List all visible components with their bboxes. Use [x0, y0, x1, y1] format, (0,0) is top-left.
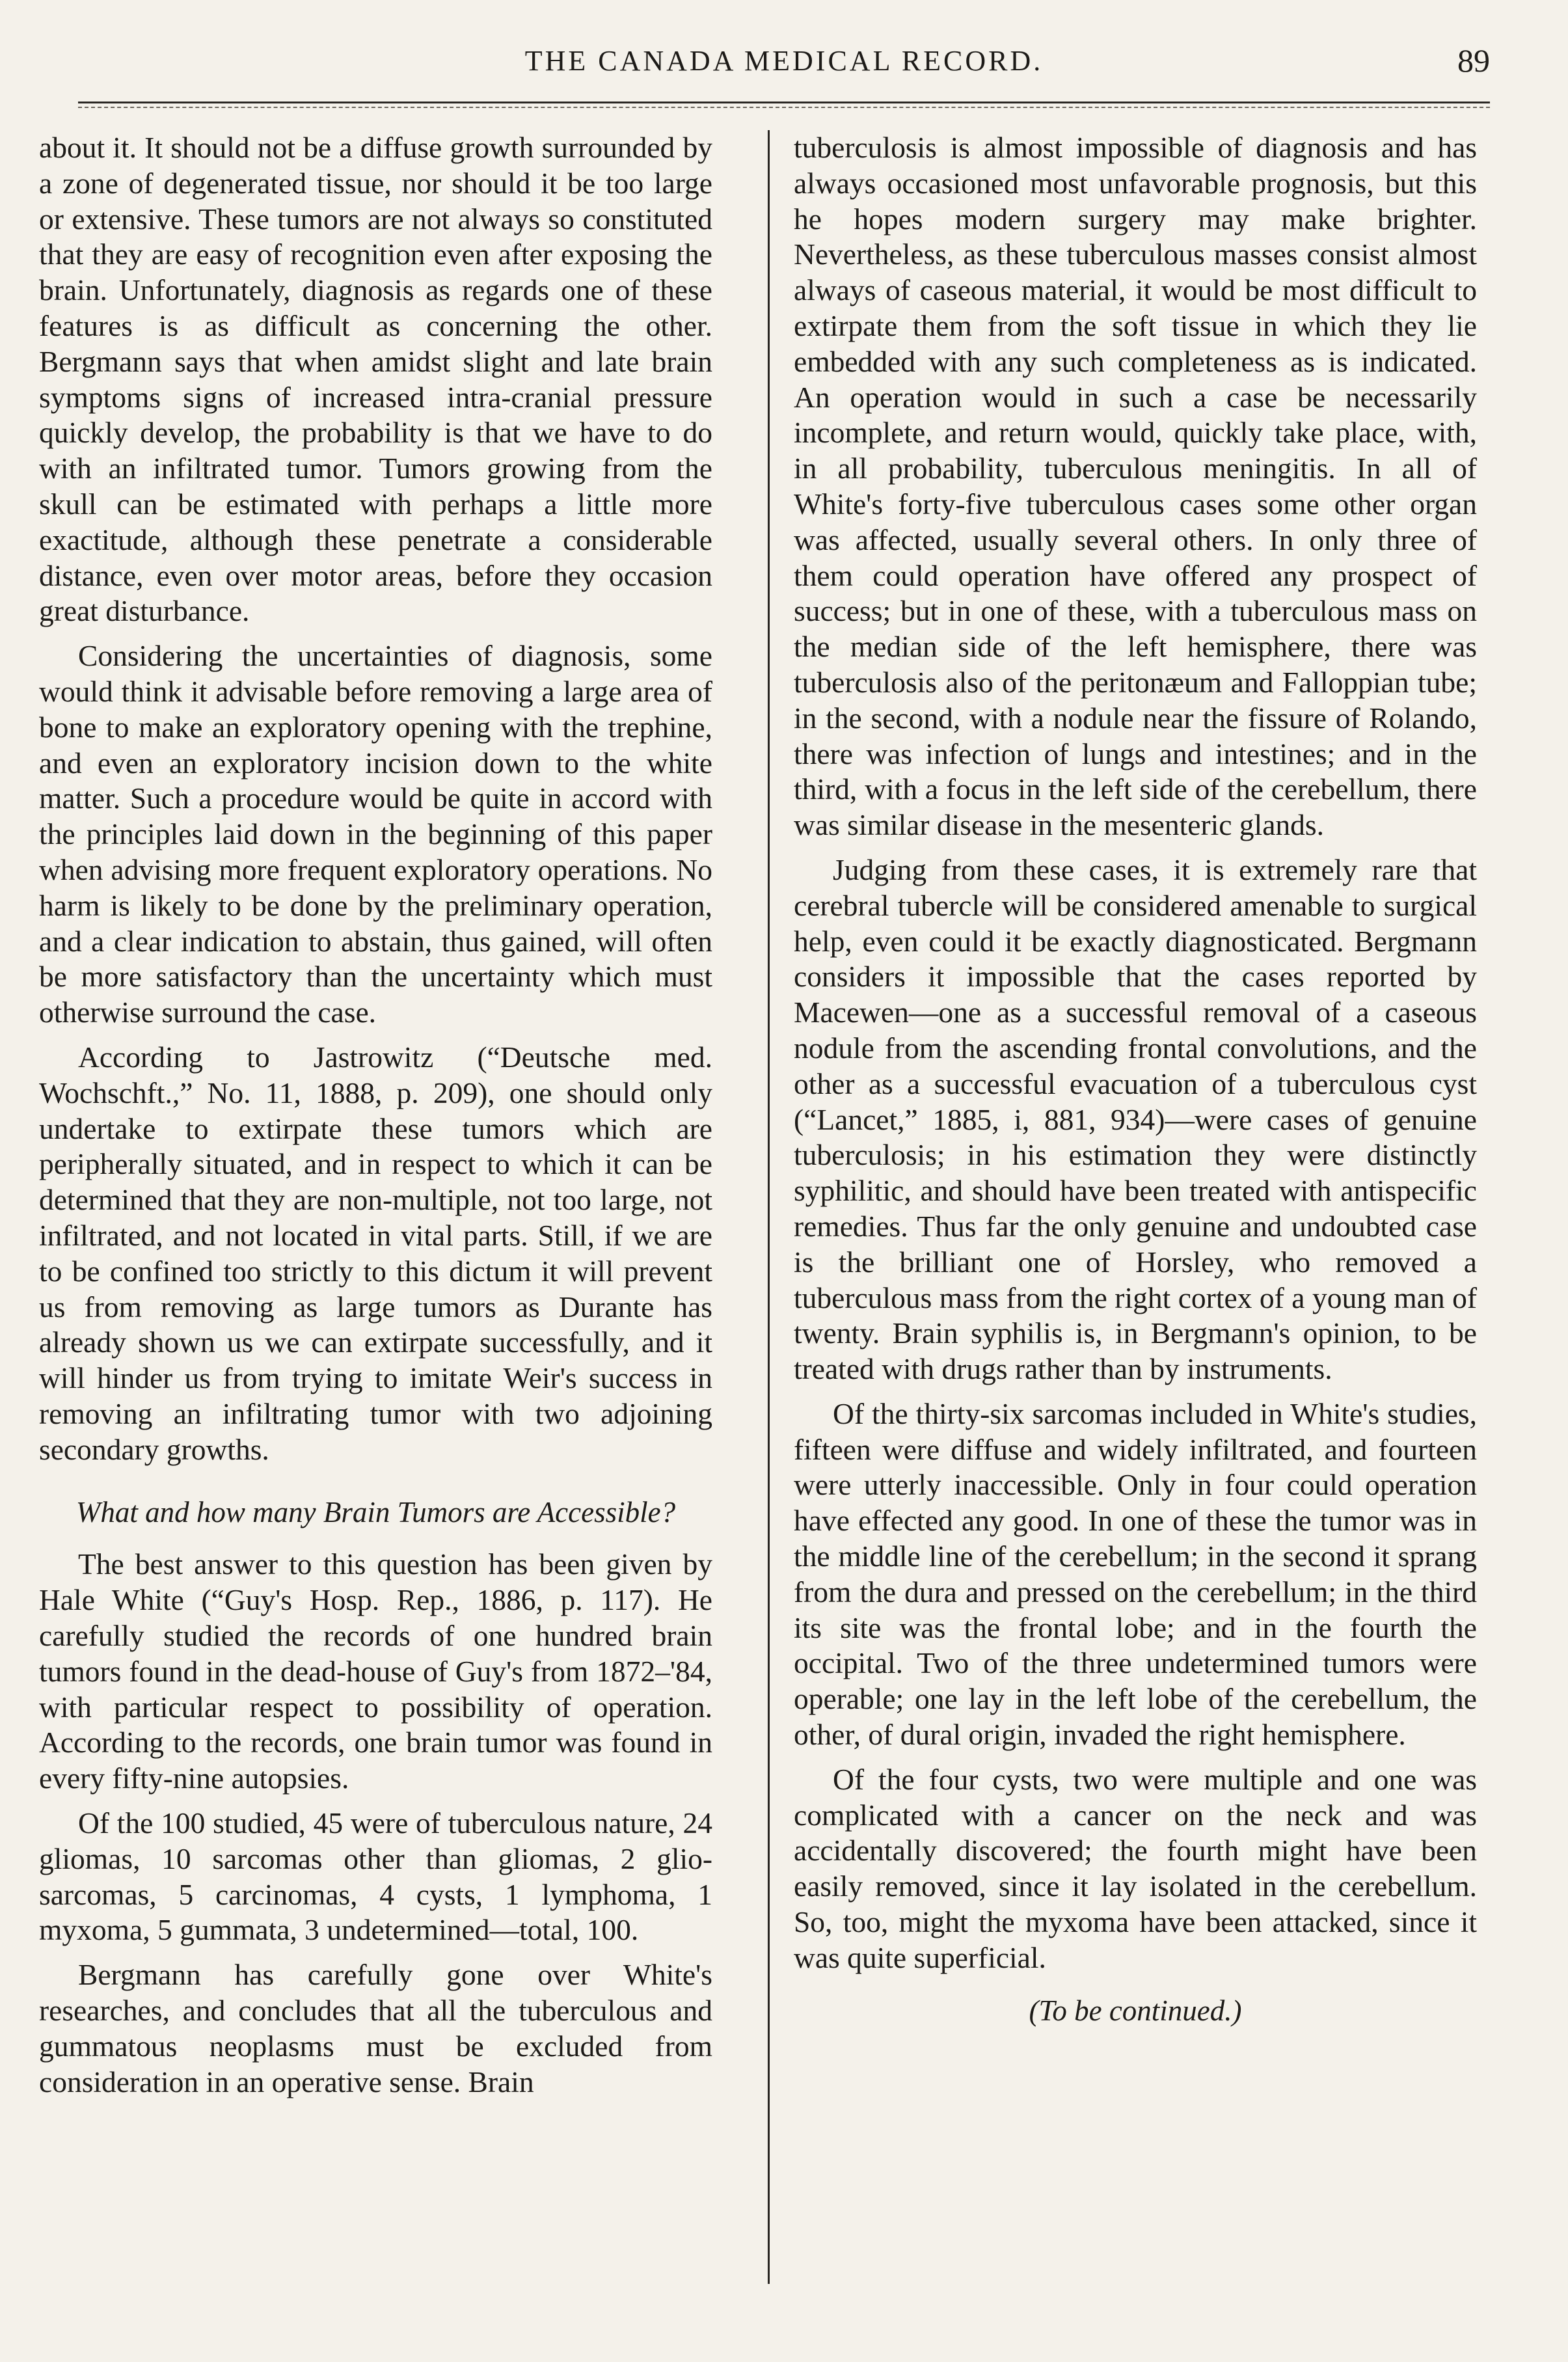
running-title: THE CANADA MEDICAL RECORD.	[524, 45, 1044, 77]
left-paragraph-5: Of the 100 studied, 45 were of tuberculous nature, 24 gliomas, 10 sarcomas other than gliomas, 2 glio-sarcomas, 5 carcinomas, 4 cysts, 1 lymphoma, 1 myxoma, 5 gummata, 3 undetermined—total, 100.	[39, 1806, 712, 1947]
right-column	[794, 130, 1477, 2028]
to-be-continued: (To be continued.)	[1029, 1994, 1242, 2027]
left-paragraph-6: Bergmann has carefully gone over White's researches, and concludes that all the tuberculous and gummatous neoplasms must be excluded from consideration in an operative sense. Brain	[39, 1958, 712, 2098]
left-paragraph-4: The best answer to this question has been given by Hale White (“Guy's Hosp. Rep., 1886, p. 117). He carefully studied the records of one hundred brain tumors found in the dead-house of Guy's from 1872–'84, with particular respect to possibility of operation. According to the records, one brain tumor was found in every fifty-nine autopsies.	[39, 1547, 712, 1795]
right-paragraph-4: Of the four cysts, two were multiple and one was complicated with a cancer on the neck and was accidentally discovered; the fourth might have been easily removed, since it lay isolated in the cerebellum. So, too, might the myxoma have been attacked, since it was quite superficial.	[794, 1762, 1477, 1974]
left-paragraph-1: about it. It should not be a diffuse growth surrounded by a zone of degenerated tissue, nor should it be too large or extensive. These tumors are not always so constituted that they are easy of recognition even after exposing the brain. Unfortunately, diagnosis as regards one of these features is as difficult as concerning the other. Bergmann says that when amidst slight and late brain symptoms signs of increased intra-cranial pressure quickly develop, the probability is that we have to do with an infiltrated tumor. Tumors growing from the skull can be estimated with perhaps a little more exactitude, although these penetrate a considerable distance, even over motor areas, before they occasion great disturbance.	[39, 131, 712, 628]
header-dashed-rule	[78, 107, 1490, 108]
section-heading: What and how many Brain Tumors are Accessible?	[75, 1496, 676, 1529]
page-number: 89	[1457, 42, 1490, 79]
left-column	[39, 130, 712, 2100]
page-header	[78, 39, 1490, 111]
left-paragraph-3: According to Jastrowitz (“Deutsche med. Wochschft.,” No. 11, 1888, p. 209), one should only undertake to extirpate these tumors which are peripherally situated, and in respect to which it can be determined that they are non-multiple, not too large, not infiltrated, and not located in vital parts. Still, if we are to be confined too strictly to this dictum it will prevent us from removing as large tumors as Durante has already shown us we can extirpate successfully, and it will hinder us from trying to imitate Weir's success in removing an infiltrating tumor with two adjoining secondary growths.	[39, 1040, 712, 1466]
right-paragraph-2: Judging from these cases, it is extremely rare that cerebral tubercle will be considered amenable to surgical help, even could it be exactly diagnosticated. Bergmann considers it impossible that the cases reported by Macewen—one as a successful removal of a caseous nodule from the ascending frontal convolutions, and the other as a successful evacuation of a tuberculous cyst (“Lancet,” 1885, i, 881, 934)—were cases of genuine tuberculosis; in his estimation they were distinctly syphilitic, and should have been treated with antispecific remedies. Thus far the only genuine and undoubted case is the brilliant one of Horsley, who removed a tuberculous mass from the right cortex of a young man of twenty. Brain syphilis is, in Bergmann's opinion, to be treated with drugs rather than by instruments.	[794, 852, 1477, 1386]
left-paragraph-2: Considering the uncertainties of diagnosis, some would think it advisable before removing a large area of bone to make an exploratory opening with the trephine, and even an exploratory incision down to the white matter. Such a procedure would be quite in accord with the principles laid down in the beginning of this paper when advising more frequent exploratory operations. No harm is likely to be done by the preliminary operation, and a clear indication to abstain, thus gained, will often be more satisfactory than the uncertainty which must otherwise surround the case.	[39, 639, 712, 1029]
right-paragraph-1: tuberculosis is almost impossible of diagnosis and has always occasioned most unfavorable prognosis, but this he hopes modern surgery may make brighter. Nevertheless, as these tuberculous masses consist almost always of caseous material, it would be most difficult to extirpate them from the soft tissue in which they lie embedded with any such completeness as is indicated. An operation would in such a case be necessarily incomplete, and return would, quickly take place, with, in all probability, tuberculous meningitis. In all of White's forty-five tuberculous cases some other organ was affected, usually several others. In only three of them could operation have offered any prospect of success; but in one of these, with a tuberculous mass on the median side of the left hemisphere, there was tuberculosis also of the peritonæum and Falloppian tube; in the second, with a nodule near the fissure of Rolando, there was infection of lungs and intestines; and in the third, with a focus in the left side of the cerebellum, there was similar disease in the mesenteric glands.	[794, 131, 1477, 842]
header-rule	[78, 102, 1490, 103]
right-paragraph-3: Of the thirty-six sarcomas included in White's studies, fifteen were diffuse and widely infiltrated, and fourteen were utterly inaccessible. Only in four could operation have effected any good. In one of these the tumor was in the middle line of the cerebellum; in the second it sprang from the dura and pressed on the cerebellum; in the third its site was the frontal lobe; and in the fourth the occipital. Two of the three undetermined tumors were operable; one lay in the left lobe of the cerebellum, the other, of dural origin, invaded the right hemisphere.	[794, 1396, 1477, 1752]
column-divider	[768, 130, 770, 2284]
